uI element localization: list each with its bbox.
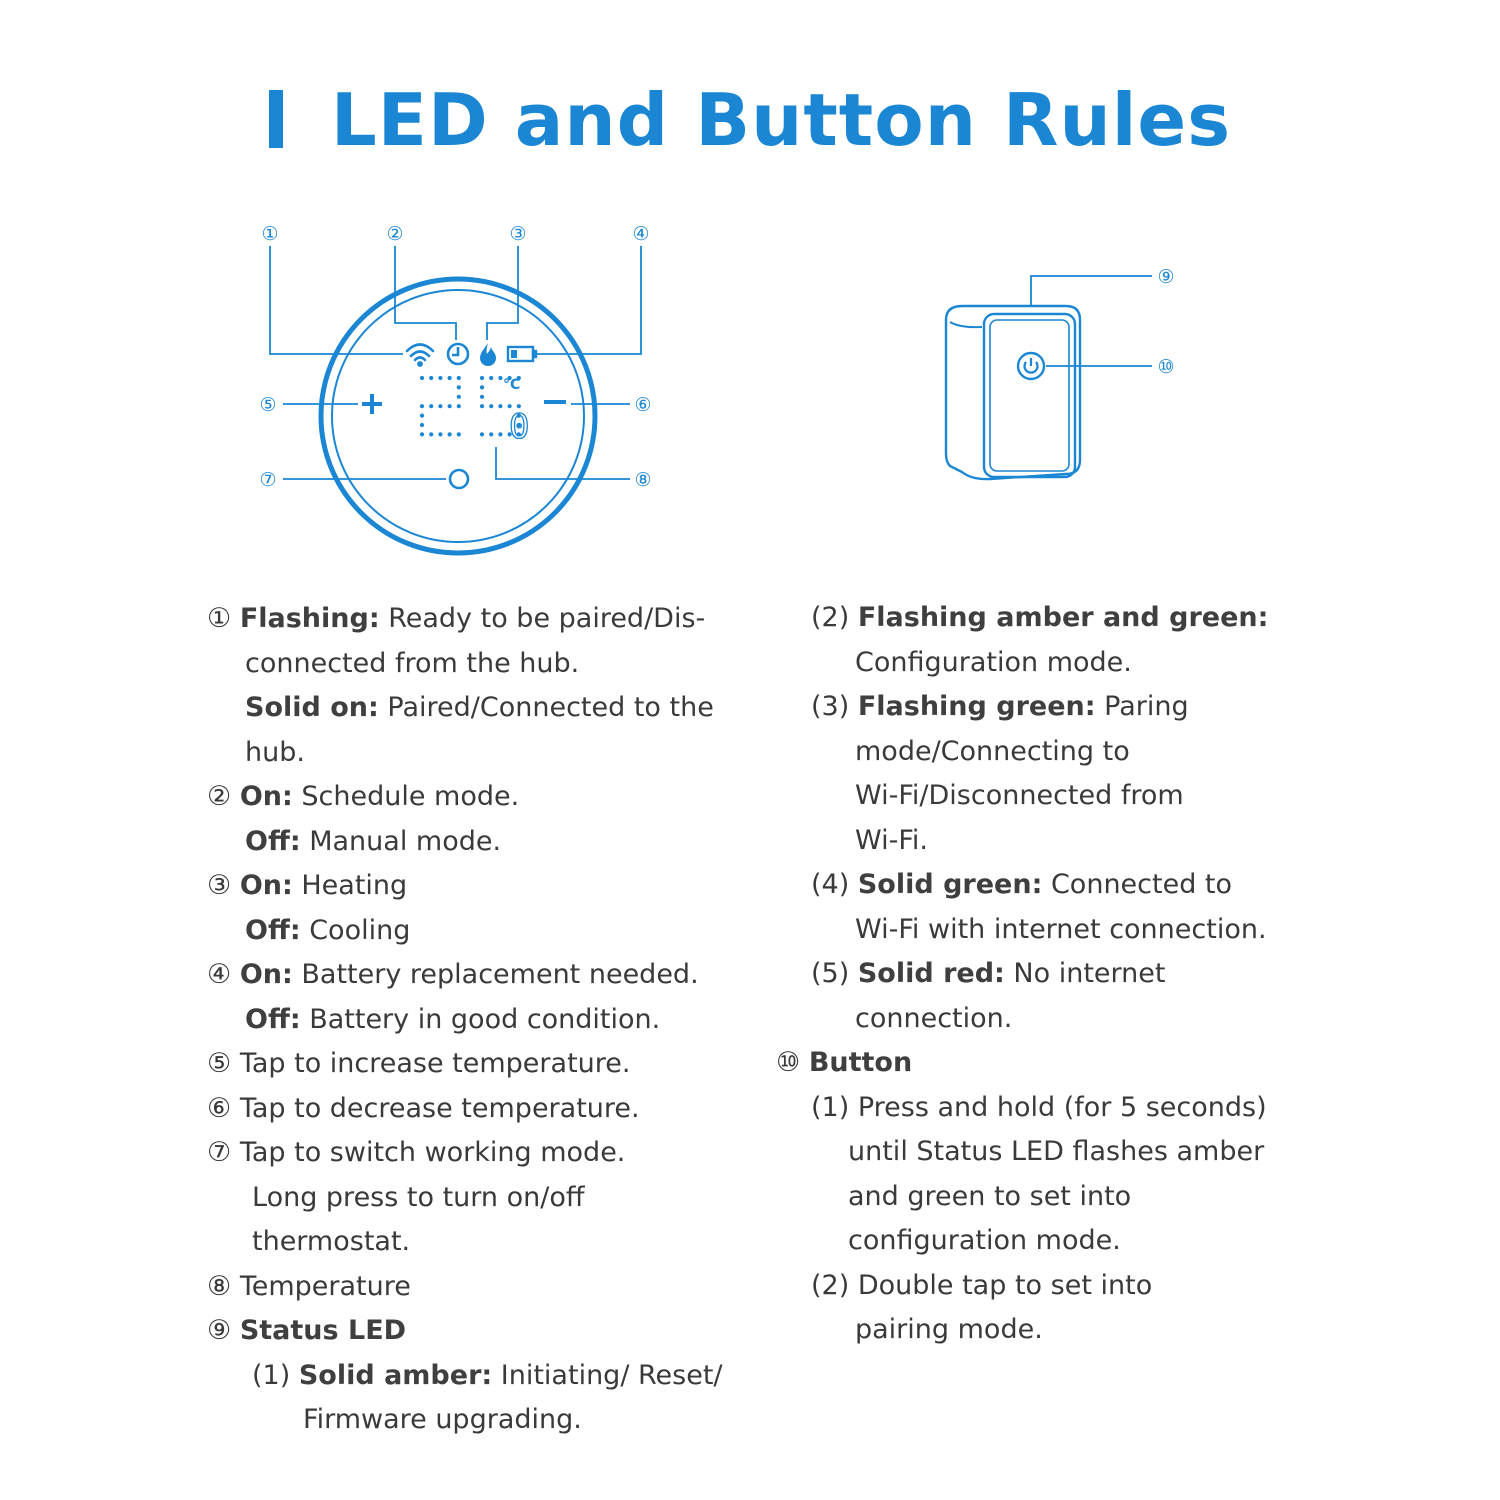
mode-button-icon	[450, 470, 468, 488]
list-item: connection.	[855, 1002, 1013, 1034]
display-dot	[457, 376, 461, 380]
hub-device	[946, 276, 1152, 479]
display-dot	[498, 432, 502, 436]
callout-9: ⑨	[1157, 266, 1175, 288]
list-item: pairing mode.	[855, 1314, 1043, 1345]
callout-8: ⑧	[634, 469, 652, 491]
list-item: Wi-Fi.	[855, 824, 928, 856]
display-dot	[448, 404, 452, 408]
right-description-column	[776, 596, 1268, 1353]
list-item: configuration mode.	[848, 1225, 1121, 1256]
display-dot	[480, 395, 484, 399]
list-item: Solid on: Paired/Connected to the	[245, 692, 714, 723]
display-dot	[429, 376, 433, 380]
hub-outer-shell	[946, 306, 1080, 479]
list-item: Wi-Fi/Disconnected from	[855, 780, 1184, 811]
callout-2: ②	[386, 223, 404, 245]
list-item: Off: Battery in good condition.	[245, 1003, 661, 1035]
list-item: ⑦ Tap to switch working mode.	[207, 1137, 626, 1168]
callout-5: ⑤	[259, 394, 277, 416]
left-description-column	[207, 597, 723, 1443]
display-dot	[457, 404, 461, 408]
thermostat-inner-ring	[332, 290, 584, 542]
clock-icon	[448, 344, 468, 364]
page-title-text: LED and Button Rules	[330, 78, 1232, 162]
list-item: (2) Double tap to set into	[811, 1269, 1153, 1301]
list-item: (5) Solid red: No internet	[811, 958, 1166, 989]
display-dot	[480, 385, 484, 389]
list-item: Off: Cooling	[245, 914, 411, 946]
display-dot	[420, 414, 424, 418]
thermostat-diagram	[270, 246, 641, 553]
display-dot	[489, 432, 493, 436]
list-item: mode/Connecting to	[855, 735, 1130, 767]
hub-leader-lines	[1031, 276, 1152, 366]
display-dot	[420, 432, 424, 436]
callout-10: ⑩	[1157, 356, 1175, 378]
list-item: ⑧ Temperature	[207, 1270, 411, 1302]
list-item: until Status LED flashes amber	[848, 1136, 1265, 1167]
display-dot	[489, 376, 493, 380]
list-item: (3) Flashing green: Paring	[811, 691, 1189, 722]
display-dot	[480, 404, 484, 408]
display-dot	[438, 432, 442, 436]
display-dot	[420, 376, 424, 380]
list-item: Off: Manual mode.	[245, 825, 502, 857]
list-item: Long press to turn on/off	[252, 1181, 585, 1213]
display-dot	[429, 404, 433, 408]
list-item: ⑥ Tap to decrease temperature.	[207, 1092, 640, 1124]
list-item: (1) Press and hold (for 5 seconds)	[811, 1091, 1267, 1123]
display-dot	[480, 376, 484, 380]
list-item: ② On: Schedule mode.	[207, 781, 520, 812]
callout-1: ①	[261, 223, 279, 245]
wifi-icon	[407, 345, 433, 366]
callout-6: ⑥	[634, 394, 652, 416]
temperature-decimal: 0	[509, 407, 530, 447]
callout-3: ③	[509, 223, 527, 245]
display-dot	[429, 432, 433, 436]
display-dot	[457, 385, 461, 389]
plus-icon	[362, 394, 382, 414]
battery-icon	[508, 347, 536, 361]
display-dot	[498, 376, 502, 380]
hub-front-face	[984, 314, 1075, 477]
display-dot	[480, 432, 484, 436]
list-item: Wi-Fi with internet connection.	[855, 913, 1267, 945]
display-dot	[448, 432, 452, 436]
display-dot	[420, 404, 424, 408]
display-dot	[498, 404, 502, 408]
display-dot	[457, 432, 461, 436]
list-item: (1) Solid amber: Initiating/ Reset/	[252, 1359, 723, 1391]
flame-icon	[480, 343, 496, 366]
list-item: ⑤ Tap to increase temperature.	[207, 1048, 631, 1079]
list-item: ⑨ Status LED	[207, 1315, 407, 1346]
list-item: Configuration mode.	[855, 646, 1132, 678]
list-item: ⑩ Button	[776, 1047, 913, 1078]
list-item: ① Flashing: Ready to be paired/Dis-	[207, 603, 706, 634]
list-item: and green to set into	[848, 1180, 1132, 1212]
display-dot	[457, 395, 461, 399]
display-dot	[448, 376, 452, 380]
thermostat-outer-ring	[321, 279, 595, 553]
unit-label: °C	[503, 377, 521, 393]
display-dot	[489, 404, 493, 408]
list-item: connected from the hub.	[245, 647, 580, 679]
display-dot	[438, 404, 442, 408]
list-item: (4) Solid green: Connected to	[811, 869, 1233, 900]
callout-7: ⑦	[259, 469, 277, 491]
callout-4: ④	[632, 223, 650, 245]
list-item: ④ On: Battery replacement needed.	[207, 959, 699, 990]
list-item: Firmware upgrading.	[303, 1404, 582, 1435]
power-icon	[1018, 353, 1044, 379]
list-item: (2) Flashing amber and green:	[811, 602, 1269, 633]
display-dot	[438, 376, 442, 380]
list-item: thermostat.	[252, 1226, 411, 1257]
list-item: hub.	[245, 736, 305, 768]
display-dot	[420, 423, 424, 427]
list-item: ③ On: Heating	[207, 870, 408, 901]
